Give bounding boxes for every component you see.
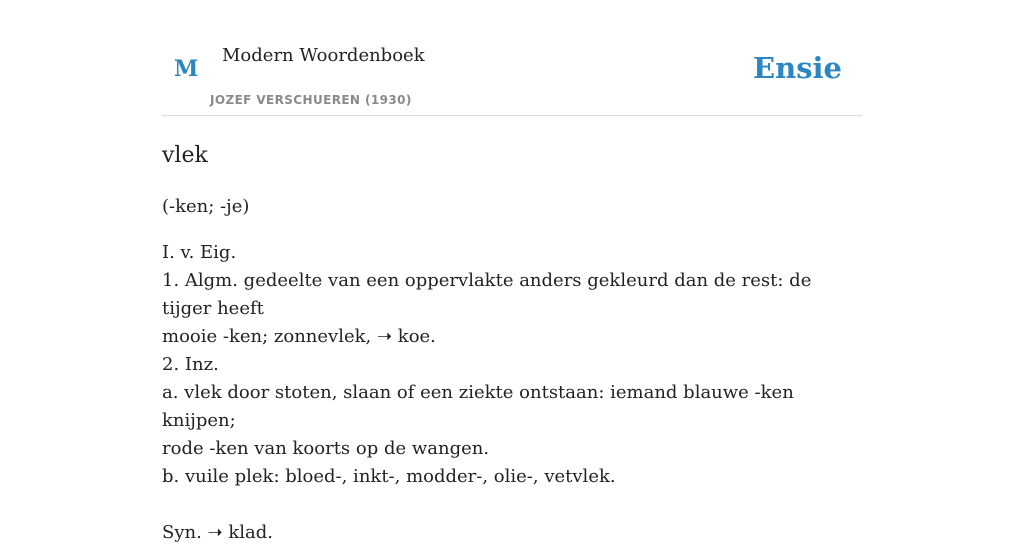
definition-line: I. v. Eig. [162,242,237,263]
book-author: JOZEF VERSCHUEREN (1930) [210,93,412,107]
brand-logo-link[interactable]: Ensie [753,51,842,85]
header [162,0,862,116]
book-logo[interactable]: M [174,56,199,82]
grammar-info: (-ken; -je) [162,196,250,217]
definition-line: 1. Algm. gedeelte van een oppervlakte anders gekleurd dan de rest: de tijger heeft [162,270,818,319]
definition-line: b. vuile plek: bloed-, inkt-, modder-, olie-, vetvlek. [162,466,616,487]
headword: vlek [162,143,208,168]
definition-line[interactable]: mooie -ken; zonnevlek, ➝ koe. [162,326,436,347]
definition-line: 2. Inz. [162,354,219,375]
synonym-reference[interactable]: Syn. ➝ klad. [162,522,273,543]
definition-line: a. vlek door stoten, slaan of een ziekte ontstaan: iemand blauwe -ken knijpen; [162,382,800,431]
book-title[interactable]: Modern Woordenboek [222,45,425,66]
page [162,0,862,547]
definition-line: rode -ken van koorts op de wangen. [162,438,490,459]
definition [162,239,862,491]
